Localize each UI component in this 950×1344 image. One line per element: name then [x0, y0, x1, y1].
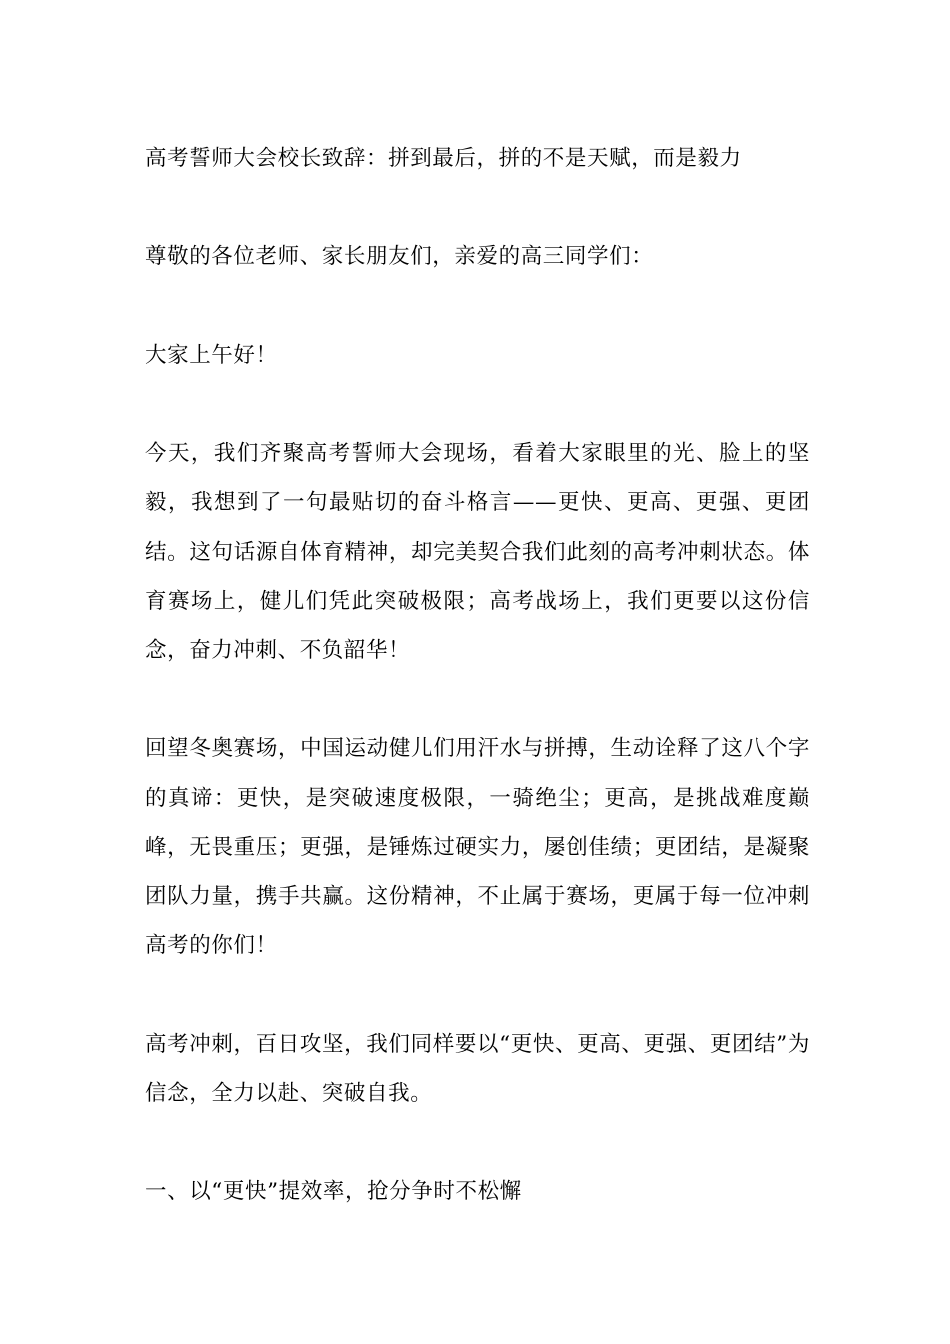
paragraph-spacer [145, 183, 810, 232]
document-title: 高考誓师大会校长致辞：拼到最后，拼的不是天赋，而是毅力 [145, 146, 742, 171]
paragraph-spacer [145, 675, 810, 724]
document-body [145, 134, 810, 1216]
paragraph-spacer [145, 282, 810, 331]
body-paragraph-3: 高考冲刺，百日攻坚，我们同样要以“更快、更高、更强、更团结”为信念，全力以赴、突破自我。 [145, 1031, 810, 1106]
salutation: 尊敬的各位老师、家长朋友们，亲爱的高三同学们： [145, 244, 654, 270]
paragraph-spacer [145, 380, 810, 429]
paragraph-spacer [145, 970, 810, 1019]
paragraph-spacer [145, 1118, 810, 1167]
greeting: 大家上午好！ [145, 342, 278, 368]
body-paragraph-2: 回望冬奥赛场，中国运动健儿们用汗水与拼搏，生动诠释了这八个字的真谛：更快，是突破速度极限，一骑绝尘；更高，是挑战难度巅峰，无畏重压；更强，是锤炼过硬实力，屡创佳绩；更团结，是凝聚团队力量，携手共赢。这份精神，不止属于赛场，更属于每一位冲刺高考的你们！ [145, 736, 810, 959]
body-paragraph-1: 今天，我们齐聚高考誓师大会现场，看着大家眼里的光、脸上的坚毅，我想到了一句最贴切的奋斗格言——更快、更高、更强、更团结。这句话源自体育精神，却完美契合我们此刻的高考冲刺状态。体育赛场上，健儿们凭此突破极限；高考战场上，我们更要以这份信念，奋力冲刺、不负韶华！ [145, 441, 810, 663]
section-heading: 一、以“更快”提效率，抢分争时不松懈 [145, 1179, 522, 1205]
